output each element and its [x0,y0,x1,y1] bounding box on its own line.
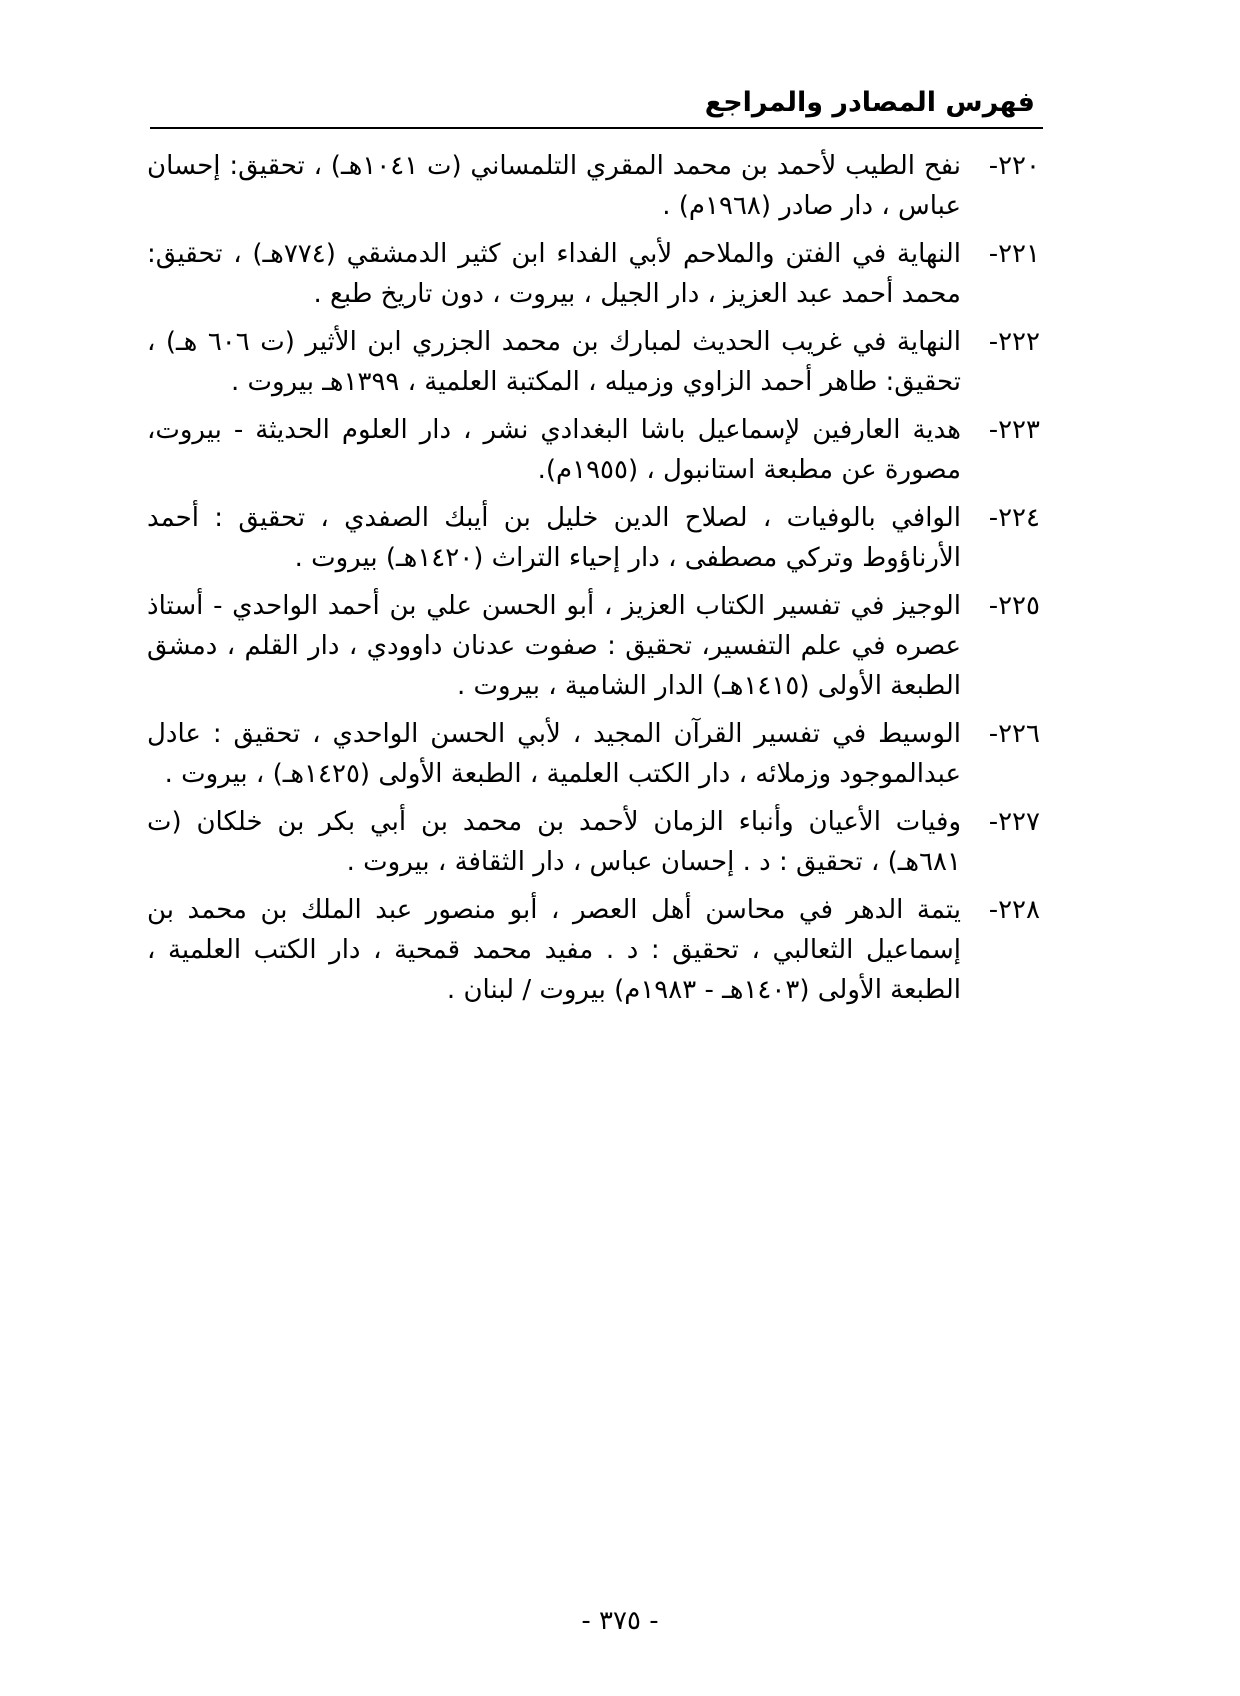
entry-number: ٢٢٢- [988,327,1040,357]
page-number: - ٣٧٥ - [581,1606,659,1636]
entry-number: ٢٢٨- [988,895,1040,925]
entry-text: يتمة الدهر في محاسن أهل العصر ، أبو منصور عبد الملك بن محمد بن إسماعيل الثعالبي ، تحقيق : د . مفيد محمد قمحية ، دار الكتب العلمية ، الطبعة الأولى (١٤٠٣هـ - ١٩٨٣م) بيروت / لبنان . [147,895,961,1005]
entry-number: ٢٢١- [988,239,1040,269]
bibliography-entry [147,890,1040,1010]
bibliography-entry [147,322,1040,402]
entry-text: الوسيط في تفسير القرآن المجيد ، لأبي الحسن الواحدي ، تحقيق : عادل عبدالموجود وزملائه ، دار الكتب العلمية ، الطبعة الأولى (١٤٢٥هـ) ، بيروت . [147,719,961,789]
bibliography-list [147,146,1040,1018]
entry-text: وفيات الأعيان وأنباء الزمان لأحمد بن محمد بن أبي بكر بن خلكان (ت ٦٨١هـ) ، تحقيق : د . إحسان عباس ، دار الثقافة ، بيروت . [147,807,961,877]
entry-number: ٢٢٥- [988,591,1040,621]
entry-number: ٢٢٦- [988,719,1040,749]
entry-text: النهاية في الفتن والملاحم لأبي الفداء ابن كثير الدمشقي (٧٧٤هـ) ، تحقيق: محمد أحمد عبد العزيز ، دار الجيل ، بيروت ، دون تاريخ طبع . [147,239,961,309]
entry-text: هدية العارفين لإسماعيل باشا البغدادي نشر ، دار العلوم الحديثة - بيروت، مصورة عن مطبعة استانبول ، (١٩٥٥م). [147,415,961,485]
bibliography-entry [147,498,1040,578]
header-divider [150,127,1043,129]
entry-number: ٢٢٠- [988,151,1040,181]
running-header: فهرس المصادر والمراجع [704,87,1035,118]
entry-text: نفح الطيب لأحمد بن محمد المقري التلمساني (ت ١٠٤١هـ) ، تحقيق: إحسان عباس ، دار صادر (١٩٦٨م) . [147,151,962,221]
entry-number: ٢٢٤- [988,503,1040,533]
entry-number: ٢٢٧- [988,807,1040,837]
bibliography-entry [147,714,1040,794]
entry-text: الوافي بالوفيات ، لصلاح الدين خليل بن أيبك الصفدي ، تحقيق : أحمد الأرناؤوط وتركي مصطفى ، دار إحياء التراث (١٤٢٠هـ) بيروت . [147,503,961,573]
bibliography-entry [147,410,1040,490]
bibliography-entry [147,146,1040,226]
entry-number: ٢٢٣- [988,415,1040,445]
bibliography-entry [147,802,1040,882]
entry-text: النهاية في غريب الحديث لمبارك بن محمد الجزري ابن الأثير (ت ٦٠٦ هـ) ، تحقيق: طاهر أحمد الزاوي وزميله ، المكتبة العلمية ، ١٣٩٩هـ بيروت . [147,327,961,397]
entry-text: الوجيز في تفسير الكتاب العزيز ، أبو الحسن علي بن أحمد الواحدي - أستاذ عصره في علم التفسير، تحقيق : صفوت عدنان داوودي ، دار القلم ، دمشق الطبعة الأولى (١٤١٥هـ) الدار الشامية ، بيروت . [147,591,961,701]
bibliography-entry [147,586,1040,706]
bibliography-entry [147,234,1040,314]
